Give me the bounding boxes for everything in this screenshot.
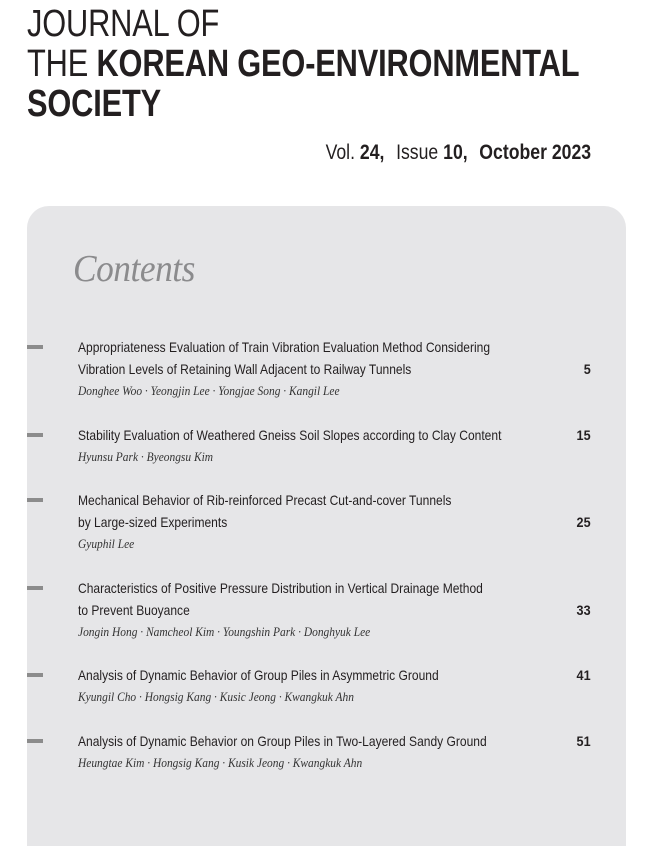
entry-authors: Kyungil Cho · Hongsig Kang · Kusic Jeong · Kwangkuk Ahn [78, 689, 354, 704]
entry-title-line[interactable]: Vibration Levels of Retaining Wall Adjacent to Railway Tunnels [78, 361, 412, 377]
entry-marker-dash [27, 433, 43, 437]
issue-label: Issue [395, 141, 439, 164]
journal-title-line-1: JOURNAL OF [27, 3, 220, 45]
entry-authors: Heungtae Kim · Hongsig Kang · Kusik Jeong · Kwangkuk Ahn [78, 755, 363, 770]
entry-authors: Donghee Woo · Yeongjin Lee · Yongjae Song · Kangil Lee [78, 383, 340, 398]
entry-page-number: 51 [576, 733, 591, 749]
entry-title-line[interactable]: to Prevent Buoyance [78, 602, 190, 618]
contents-heading: Contents [73, 248, 195, 290]
entry-authors: Jongin Hong · Namcheol Kim · Youngshin Park · Donghyuk Lee [78, 624, 371, 639]
issue-info [325, 140, 591, 166]
journal-masthead [27, 4, 647, 124]
volume-label: Vol. [325, 141, 355, 164]
entry-page-number: 15 [576, 427, 591, 443]
entry-title-line[interactable]: Mechanical Behavior of Rib-reinforced Precast Cut-and-cover Tunnels [78, 492, 452, 508]
entry-title-line[interactable]: Analysis of Dynamic Behavior on Group Piles in Two-Layered Sandy Ground [78, 733, 487, 749]
entry-page-number: 33 [576, 602, 591, 618]
entry-title-line[interactable]: Analysis of Dynamic Behavior of Group Piles in Asymmetric Ground [78, 667, 439, 683]
entry-title-line[interactable]: Characteristics of Positive Pressure Distribution in Vertical Drainage Method [78, 580, 483, 596]
entry-marker-dash [27, 739, 43, 743]
entry-title-line[interactable]: by Large-sized Experiments [78, 514, 228, 530]
journal-title-the: THE [27, 43, 89, 85]
entry-marker-dash [27, 345, 43, 349]
journal-title-line-3 [27, 84, 529, 124]
journal-title-society: SOCIETY [27, 83, 161, 125]
entry-authors: Gyuphil Lee [78, 536, 135, 551]
entry-marker-dash [27, 673, 43, 677]
entry-authors: Hyunsu Park · Byeongsu Kim [78, 449, 214, 464]
journal-title-line-2 [27, 43, 580, 85]
journal-title-korean-geo-environmental: KOREAN GEO-ENVIRONMENTAL [96, 43, 580, 85]
entry-page-number: 5 [583, 361, 591, 377]
entry-title-line[interactable]: Appropriateness Evaluation of Train Vibration Evaluation Method Considering [78, 339, 491, 355]
entry-page-number: 25 [576, 514, 591, 530]
issue-date: October 2023 [479, 141, 591, 164]
issue-number: 10, [443, 141, 468, 164]
entry-page-number: 41 [576, 667, 591, 683]
entry-marker-dash [27, 498, 43, 502]
entry-title-line[interactable]: Stability Evaluation of Weathered Gneiss Soil Slopes according to Clay Content [78, 427, 502, 443]
volume-number: 24, [359, 141, 385, 164]
entry-marker-dash [27, 586, 43, 590]
